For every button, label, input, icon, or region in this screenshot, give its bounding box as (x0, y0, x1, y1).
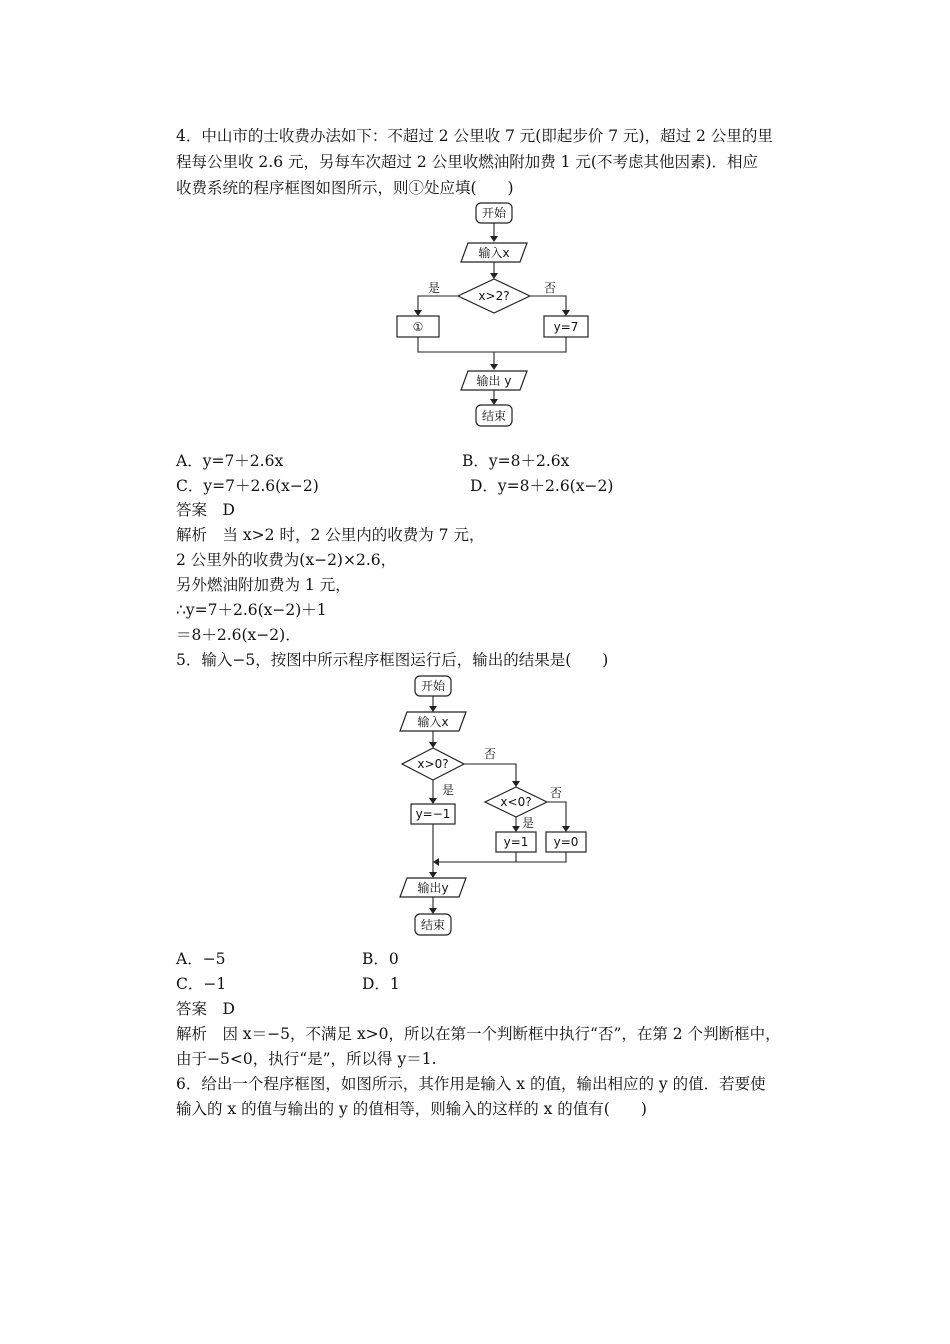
q4-option-a: A．y=7＋2.6x (176, 452, 284, 470)
q4-no-label: 否 (543, 281, 557, 295)
q6-text-line-1: 6．给出一个程序框图，如图所示，其作用是输入 x 的值，输出相应的 y 的值．若要使 (176, 1075, 766, 1093)
q5-question: 5．输入−5，按图中所示程序框图运行后，输出的结果是( ) (176, 651, 609, 669)
q5-box-y0-label: y=0 (553, 835, 579, 849)
q5-box-y-neg1-label: y=−1 (415, 807, 451, 821)
q4-analysis-line-3: 另外燃油附加费为 1 元， (176, 576, 351, 594)
q4-output-label: 输出 y (476, 374, 512, 388)
q5-decision-2-no-label: 否 (549, 786, 563, 800)
q5-start-label: 开始 (420, 679, 446, 693)
q5-answer: 答案 D (176, 1000, 235, 1018)
q5-option-b: B．0 (362, 950, 399, 968)
q4-option-b: B．y=8＋2.6x (462, 452, 570, 470)
q4-end-label: 结束 (481, 409, 507, 423)
q5-end-label: 结束 (420, 918, 446, 932)
q5-decision-1-yes-label: 是 (442, 783, 455, 797)
q4-analysis-line-2: 2 公里外的收费为(x−2)×2.6， (176, 551, 397, 569)
q5-decision-2-yes-label: 是 (522, 816, 535, 830)
q4-start-label: 开始 (481, 206, 507, 220)
q4-option-c: C．y=7＋2.6(x−2) (176, 477, 319, 495)
q5-decision-2-label: x<0? (500, 795, 532, 809)
q4-text-line-1: 4．中山市的士收费办法如下：不超过 2 公里收 7 元(即起步价 7 元)，超过 2 公里的里 (176, 127, 773, 145)
q5-decision-1-label: x>0? (417, 757, 449, 771)
q5-analysis-line-1: 解析 因 x＝−5，不满足 x>0，所以在第一个判断框中执行“否”，在第 2 个判断框中， (176, 1025, 781, 1043)
q4-text-line-2: 程每公里收 2.6 元，另每车次超过 2 公里收燃油附加费 1 元(不考虑其他因素)．相应 (176, 153, 759, 171)
q4-answer: 答案 D (176, 501, 235, 519)
q4-analysis-line-4: ∴y=7＋2.6(x−2)＋1 (176, 601, 327, 619)
q5-option-a: A．−5 (176, 950, 226, 968)
q5-option-c: C．−1 (176, 975, 227, 993)
q4-option-d: D．y=8＋2.6(x−2) (470, 477, 614, 495)
q4-yes-label: 是 (427, 281, 441, 295)
q4-fill-box-label: ① (412, 320, 424, 334)
q5-option-d: D．1 (362, 975, 400, 993)
q5-box-y1-label: y=1 (503, 835, 529, 849)
q5-output-label: 输出y (417, 881, 449, 895)
q5-analysis-line-2: 由于−5<0，执行“是”，所以得 y＝1. (176, 1050, 437, 1068)
q4-analysis-line-1: 解析 当 x>2 时，2 公里内的收费为 7 元， (176, 526, 485, 544)
q4-input-label: 输入x (478, 246, 510, 260)
q4-text-line-3: 收费系统的程序框图如图所示，则①处应填( ) (176, 179, 514, 197)
q4-analysis-line-5: ＝8＋2.6(x−2)． (176, 626, 301, 644)
q5-decision-1-no-label: 否 (483, 747, 497, 761)
q4-decision-label: x>2? (478, 289, 510, 303)
q5-input-label: 输入x (417, 715, 449, 729)
q4-y7-box-label: y=7 (553, 320, 579, 334)
q6-text-line-2: 输入的 x 的值与输出的 y 的值相等，则输入的这样的 x 的值有( ) (176, 1100, 647, 1118)
